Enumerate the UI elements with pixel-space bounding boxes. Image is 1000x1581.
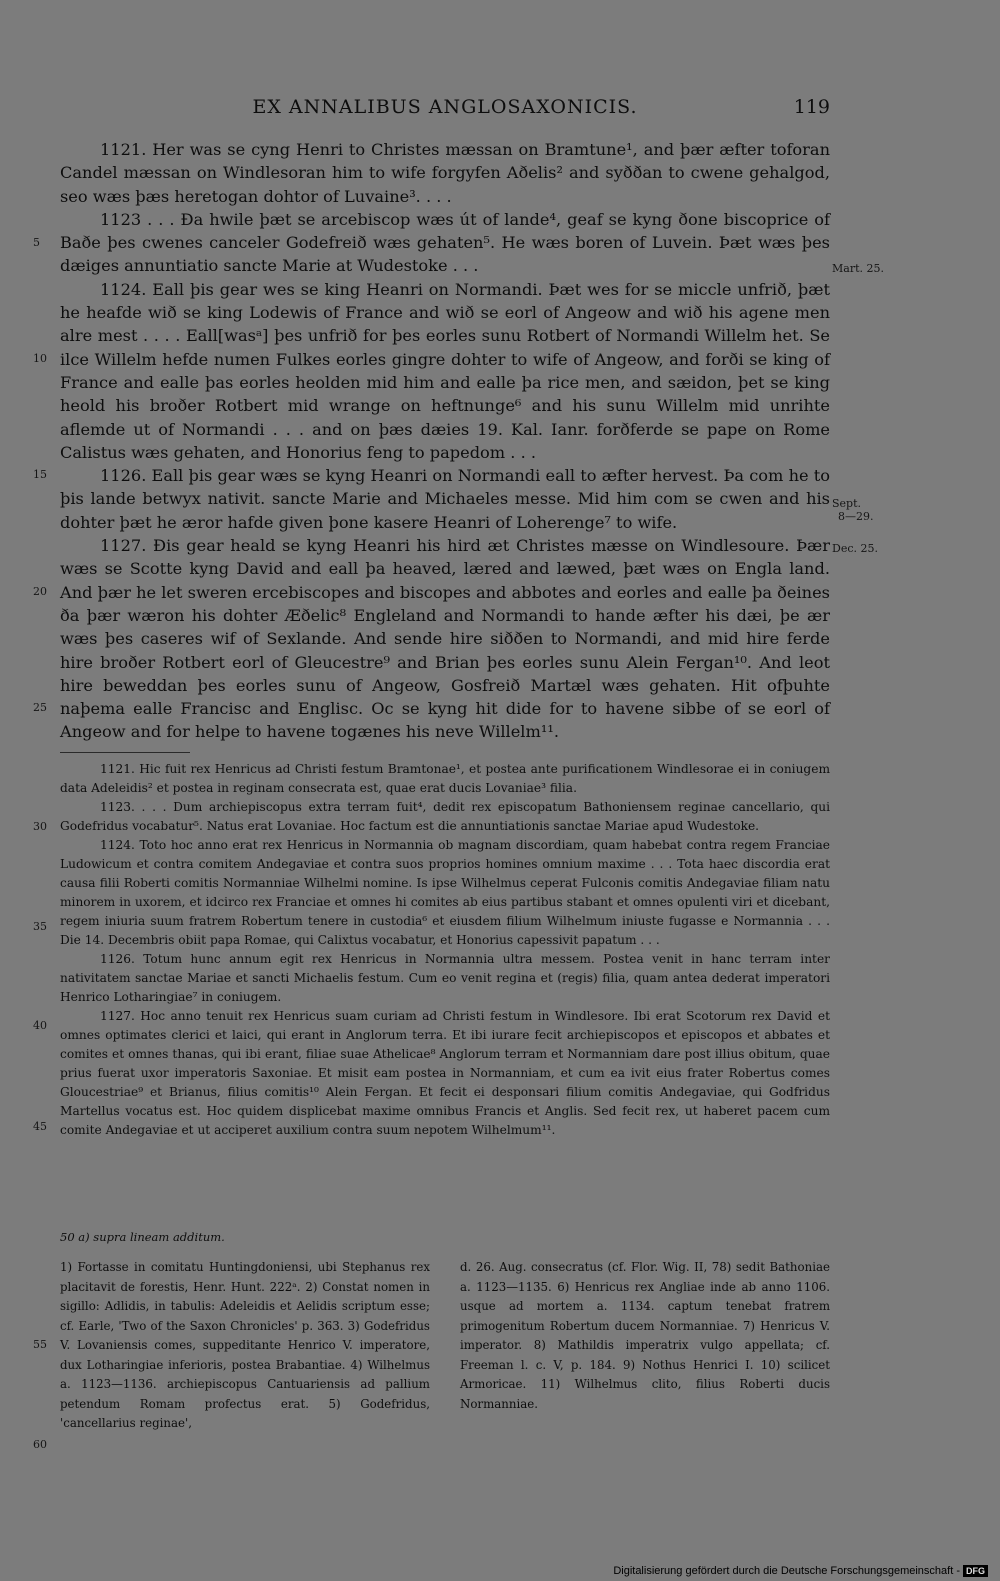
line-number: 60 — [33, 1438, 47, 1451]
latin-1127: 1127. Hoc anno tenuit rex Henricus suam curiam ad Christi festum in Windlesore. Ibi erat Scotorum rex David et omnes optimates clerici et laici, qui erant in Anglorum terra. Et ibi iurare fecit archiepiscopos et episcopos et abbates et comites et omnes thanas, qui ibi erant, filiae suae Athelicae⁸ Anglorum terram et Normanniam dare post illius obitum, quae prius fuerat uxor imperatoris Saxoniae. Et misit eam postea in Normanniam, et cum ea ivit eius frater Robertus comes Gloucestriae⁹ et Brianus, filius comitis¹⁰ Alein Fergan. Et fecit ei desponsari filium comitis Andegaviae, qui Godfridus Martellus vocatus est. Hoc quidem displicebat maxime omnibus Francis et Anglis. Sed fecit rex, ut haberet pacem cum comite Andegaviae et ut acciperet auxilium contra suum nepotem Wilhelmum¹¹. — [60, 1009, 830, 1137]
line-number: 40 — [33, 1019, 47, 1032]
entry-1126: 1126. Eall þis gear wæs se kyng Heanri on Normandi eall to æfter hervest. Þa com he to þis lande betwyx nativit. sancte Marie and Michaeles messe. Mid him com se cwen and his dohter þæt he æror hafde given þone kasere Heanri of Loherenge⁷ to wife. — [60, 466, 830, 532]
entry-1127: 1127. Ðis gear heald se kyng Heanri his hird æt Christes mæsse on Windlesoure. Þær wæs se Scotte kyng David and eall þa heaved, læred and læwed, þæt wæs on Engla land. And þær he let sweren ercebiscopes and biscopes and abbotes and eorles and ealle þa ðeines ða þær wæron his dohter Æðelic⁸ Engleland and Normandi to hande æfter his dæi, þe ær wæs þes caseres wif of Sexlande. And sende hire siððen to Normandi, and mid hire ferde hire broðer Rotbert eorl of Gleucestre⁹ and Brian þes eorles sunu Alein Fergan¹⁰. And leot hire beweddan þes eorles sunu of Angeow, Gosfreið Martæl wæs gehaten. Hit ofþuhte naþema ealle Francisc and Englisc. Oc se kyng hit dide for to havene sibbe of se eorl of Angeow and for helpe to havene togænes his neve Willelm¹¹. — [60, 536, 830, 742]
running-title: EX ANNALIBUS ANGLOSAXONICIS. — [252, 96, 638, 118]
line-number: 55 — [33, 1338, 47, 1351]
line-number: 35 — [33, 920, 47, 933]
line-number: 5 — [33, 236, 40, 249]
latin-translation — [60, 760, 830, 1140]
entry-1123: 1123 . . . Ða hwile þæt se arcebiscop wæs út of lande⁴, geaf se kyng ðone biscoprice of Baðe þes cwenes canceler Godefreið wæs gehaten⁵. He wæs boren of Luvein. Þæt wæs þes dæiges annuntiatio sancte Marie at Wudestoke . . . — [60, 209, 830, 276]
line-number: 45 — [33, 1120, 47, 1133]
line-number: 15 — [33, 468, 47, 481]
margin-date: Sept. — [832, 497, 862, 510]
footnotes — [60, 1258, 830, 1434]
line-number: 30 — [33, 820, 47, 833]
entry-1121: 1121. Her was se cyng Henri to Christes mæssan on Bramtune¹, and þær æfter toforan Candel mæssan on Windlesoran him to wife forgyfen Aðelis² and syððan to cwene gehalgod, seo wæs þæs heretogan dohtor of Luvaine³. . . . — [60, 140, 830, 206]
footer-text: Digitalisierung gefördert durch die Deutsche Forschungsgemeinschaft - — [613, 1565, 960, 1577]
digitization-footer — [613, 1565, 988, 1577]
footnotes-left-column: 1) Fortasse in comitatu Huntingdoniensi, ubi Stephanus rex placitavit de forestis, Henr. Hunt. 222ᵃ. 2) Constat nomen in sigillo: Adlidis, in tabulis: Adeleidis et Aelidis scriptum esse; cf. Earle, 'Two of the Saxon Chronicles' p. 363. 3) Godefridus V. Lovaniensis comes, suppeditante Henrico V. imperatore, dux Lotharingiae inferioris, postea Brabantiae. 4) Wilhelmus a. 1123—1136. archiepiscopus Cantuariensis ad pallium petendum Romam profectus erat. 5) Godefridus, 'cancellarius reginae', — [60, 1260, 430, 1430]
footnotes-right-column: d. 26. Aug. consecratus (cf. Flor. Wig. II, 78) sedit Bathoniae a. 1123—1135. 6) Henricus rex Angliae inde ab anno 1106. usque ad mortem a. 1134. captum tenebat fratrem primogenitum Robertum ducem Normanniae. 7) Henricus V. imperator. 8) Mathildis imperatrix vulgo appellata; cf. Freeman l. c. V, p. 184. 9) Nothus Henrici I. 10) scilicet Armoricae. 11) Wilhelmus clito, filius Roberti ducis Normanniae. — [460, 1260, 830, 1411]
margin-date: 8—29. — [838, 510, 874, 523]
line-number: 20 — [33, 585, 47, 598]
latin-1123: 1123. . . . Dum archiepiscopus extra terram fuit⁴, dedit rex episcopatum Bathoniensem reginae cancellario, qui Godefridus vocabatur⁵. Natus erat Lovaniae. Hoc factum est die annuntiationis sanctae Mariae apud Wudestoke. — [60, 800, 830, 833]
latin-1124: 1124. Toto hoc anno erat rex Henricus in Normannia ob magnam discordiam, quam habebat contra regem Franciae Ludowicum et contra comitem Andegaviae et contra suos proprios homines omnium maxime . . . Tota haec discordia erat causa filii Roberti comitis Normanniae Wilhelmi nomine. Is ipse Wilhelmus ceperat Fulconis comitis Andegaviae filiam natu minorem in uxorem, et idcirco rex Franciae et omnes hi comites ab eius partibus stabant et omnes opulenti viri et dicebant, regem iniuria suum fratrem Robertum tenere in custodia⁶ et eiusdem filium Wilhelmum iniuste fugasse e Normannia . . . Die 14. Decembris obiit papa Romae, qui Calixtus vocabatur, et Honorius capessivit papatum . . . — [60, 838, 830, 947]
latin-1121: 1121. Hic fuit rex Henricus ad Christi festum Bramtonae¹, et postea ante purificationem Windlesorae ei in coniugem data Adeleidis² et postea in reginam consecrata est, quae erat ducis Lovaniae³ filia. — [60, 762, 830, 795]
latin-1126: 1126. Totum hunc annum egit rex Henricus in Normannia ultra messem. Postea venit in hanc terram inter nativitatem sanctae Mariae et sancti Michaelis festum. Cum eo venit regina et (regis) filia, quam antea dederat imperatori Henrico Lotharingiae⁷ in coniugem. — [60, 952, 830, 1004]
dfg-logo: DFG — [963, 1565, 988, 1577]
margin-date: Dec. 25. — [832, 542, 878, 555]
line-number: 10 — [33, 352, 47, 365]
critical-apparatus: 50 a) supra lineam additum. — [60, 1230, 225, 1244]
running-header — [60, 96, 830, 124]
separator-rule — [60, 752, 190, 753]
anglo-saxon-text — [60, 138, 830, 744]
entry-1124: 1124. Eall þis gear wes se king Heanri on Normandi. Þæt wes for se miccle unfrið, þæt he heafde wið se king Lodewis of France and wið se eorl of Angeow and wið his agene men alre mest . . . . Eall[wasᵃ] þes unfrið for þes eorles sunu Rotbert of Normandi Willelm het. Se ilce Willelm hefde numen Fulkes eorles gingre dohter to wife of Angeow, and forði se king of France and ealle þas eorles heolden mid him and ealle þa rice men, and sæidon, þet se king heold his broðer Rotbert mid wrange on heftnunge⁶ and his sunu Willelm mid unrihte aflemde ut of Normandi . . . and on þæs dæies 19. Kal. Ianr. forðferde se pape on Rome Calistus wæs gehaten, and Honorius feng to papedom . . . — [60, 279, 830, 462]
page-number: 119 — [793, 96, 830, 118]
margin-date: Mart. 25. — [832, 262, 884, 275]
line-number: 25 — [33, 701, 47, 714]
